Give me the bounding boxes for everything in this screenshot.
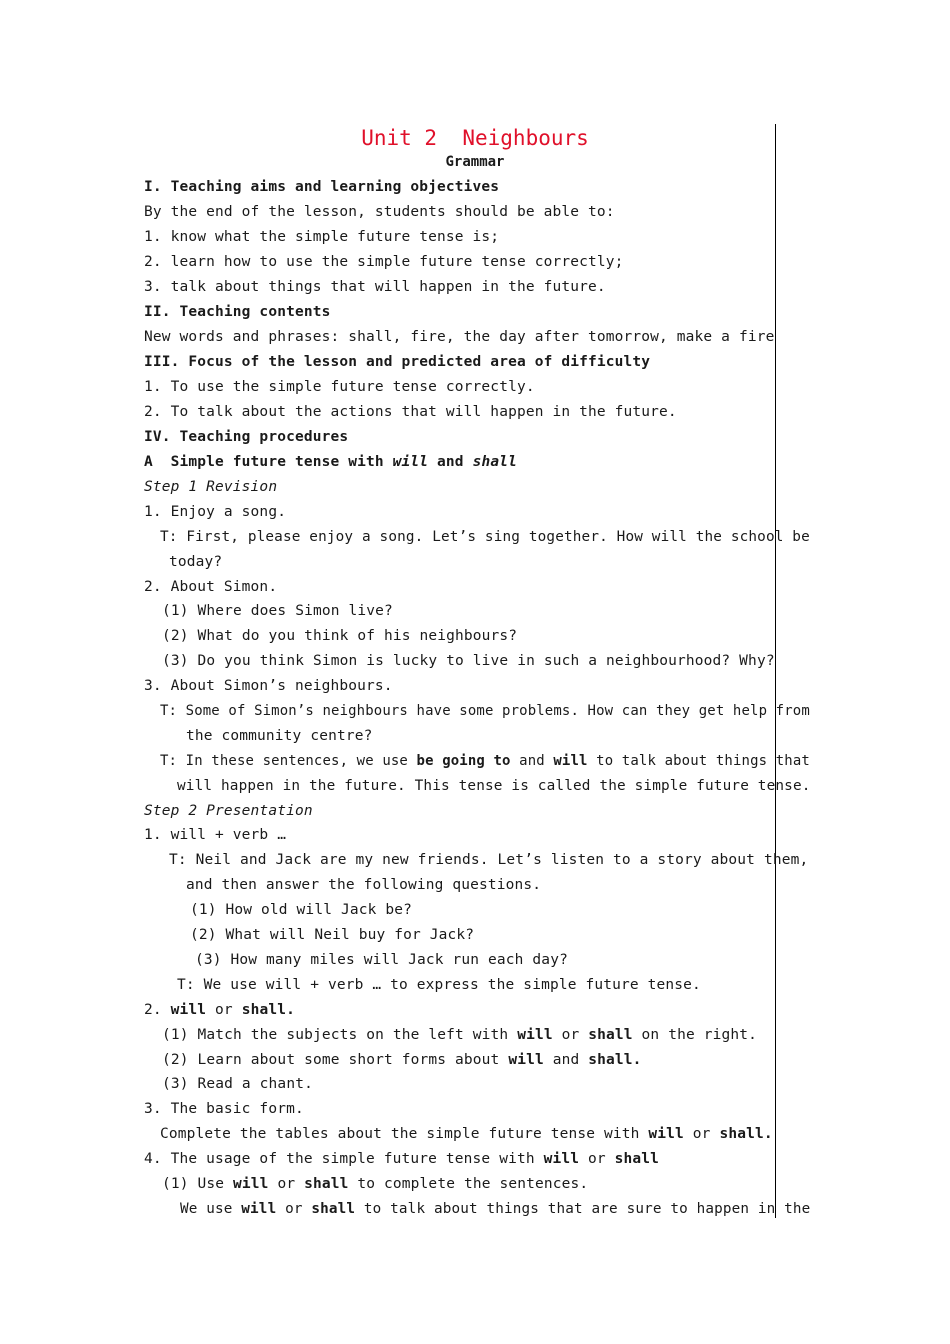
keyword-shall: shall	[614, 1151, 660, 1167]
list-item: 2. About Simon.	[144, 579, 278, 595]
question-item: (3) Read a chant.	[162, 1076, 313, 1092]
keyword-will: will	[508, 1052, 544, 1068]
list-item	[144, 999, 295, 1021]
keyword-will: will	[517, 1027, 553, 1043]
heading-text: and	[428, 454, 473, 470]
list-item: 1. To use the simple future tense correctly.	[144, 379, 535, 395]
item-text: 2.	[144, 1002, 171, 1018]
paragraph	[180, 1198, 810, 1220]
item-text: We use	[180, 1201, 242, 1217]
keyword-will: will	[648, 1126, 684, 1142]
teacher-line	[160, 526, 810, 548]
teacher-text: and	[510, 753, 554, 769]
item-text: 4. The usage of the simple future tense with	[144, 1151, 544, 1167]
list-item: 2. To talk about the actions that will happen in the future.	[144, 404, 677, 420]
list-item	[144, 1148, 659, 1170]
teacher-line-cont: and then answer the following questions.	[186, 877, 542, 893]
subsection-heading	[144, 451, 517, 473]
unit-title: Unit 2 Neighbours	[361, 126, 589, 150]
item-text: or	[683, 1126, 720, 1142]
section-heading: III. Focus of the lesson and predicted area of difficulty	[144, 354, 651, 370]
item-text: on the right.	[632, 1027, 757, 1043]
section-heading: IV. Teaching procedures	[144, 429, 349, 445]
teacher-line-cont: today?	[169, 554, 223, 570]
teacher-text: T: First, please enjoy a song. Let’s sing together. How will the school be	[160, 529, 810, 545]
keyword-will: will	[241, 1201, 277, 1217]
list-item: 2. learn how to use the simple future tense correctly;	[144, 254, 624, 270]
item-text: (2) Learn about some short forms about	[162, 1052, 509, 1068]
step-heading: Step 1 Revision	[144, 479, 278, 495]
item-text: or	[268, 1176, 305, 1192]
keyword-shall: shall.	[588, 1052, 642, 1068]
step-heading: Step 2 Presentation	[144, 803, 313, 819]
item-text: or	[276, 1201, 312, 1217]
keyword-will: will	[543, 1151, 580, 1167]
section-heading: I. Teaching aims and learning objectives	[144, 179, 500, 195]
item-text: to talk about things that are sure to happen in the	[355, 1201, 811, 1217]
keyword-shall: shall	[472, 454, 517, 470]
paragraph: By the end of the lesson, students should be able to:	[144, 204, 615, 220]
question-item: (3) How many miles will Jack run each day?	[195, 952, 568, 968]
unit-subtitle: Grammar	[445, 154, 505, 170]
keyword-will: will	[553, 753, 588, 769]
list-item: 3. About Simon’s neighbours.	[144, 678, 393, 694]
item-text: or	[206, 1002, 242, 1018]
question-item	[162, 1173, 588, 1195]
keyword-will: will	[392, 454, 429, 470]
item-text: or	[552, 1027, 589, 1043]
question-item	[162, 1049, 642, 1071]
item-text: or	[579, 1151, 615, 1167]
keyword-shall: shall	[311, 1201, 356, 1217]
list-item: 1. will + verb …	[144, 827, 287, 843]
item-text: and	[543, 1052, 589, 1068]
teacher-line-cont: the community centre?	[186, 728, 373, 744]
question-item	[162, 1024, 757, 1046]
item-text: (1) Match the subjects on the left with	[162, 1027, 518, 1043]
heading-text: A Simple future tense with	[144, 454, 393, 470]
question-item: (3) Do you think Simon is lucky to live in such a neighbourhood? Why?	[162, 653, 775, 669]
question-item: (1) How old will Jack be?	[190, 902, 412, 918]
teacher-text: T: In these sentences, we use	[160, 753, 417, 769]
keyword-shall: shall	[304, 1176, 349, 1192]
teacher-line: T: Neil and Jack are my new friends. Let’s listen to a story about them,	[169, 852, 809, 868]
teacher-text: to talk about things that	[587, 753, 810, 769]
teacher-line	[160, 750, 810, 772]
paragraph: New words and phrases: shall, fire, the day after tomorrow, make a fire	[144, 329, 775, 345]
item-text: (1) Use	[162, 1176, 234, 1192]
teacher-line-cont: will happen in the future. This tense is called the simple future tense.	[177, 778, 811, 794]
list-item: 3. The basic form.	[144, 1101, 304, 1117]
keyword-shall: shall	[588, 1027, 633, 1043]
teacher-line: T: Some of Simon’s neighbours have some problems. How can they get help from	[160, 703, 810, 719]
section-heading: II. Teaching contents	[144, 304, 331, 320]
keyword-be-going-to: be going to	[416, 753, 511, 769]
list-item: 1. Enjoy a song.	[144, 504, 287, 520]
item-text: Complete the tables about the simple future tense with	[160, 1126, 649, 1142]
keyword-will: will	[233, 1176, 269, 1192]
keyword-shall: shall.	[241, 1002, 295, 1018]
item-text: to complete the sentences.	[348, 1176, 589, 1192]
question-item: (1) Where does Simon live?	[162, 603, 393, 619]
list-item: 1. know what the simple future tense is;	[144, 229, 500, 245]
keyword-will: will	[170, 1002, 207, 1018]
keyword-shall: shall.	[719, 1126, 773, 1142]
question-item: (2) What will Neil buy for Jack?	[190, 927, 475, 943]
question-item: (2) What do you think of his neighbours?	[162, 628, 518, 644]
teacher-line: T: We use will + verb … to express the simple future tense.	[177, 977, 701, 993]
list-item: 3. talk about things that will happen in the future.	[144, 279, 606, 295]
vertical-rule	[775, 124, 776, 1218]
paragraph	[160, 1123, 773, 1145]
